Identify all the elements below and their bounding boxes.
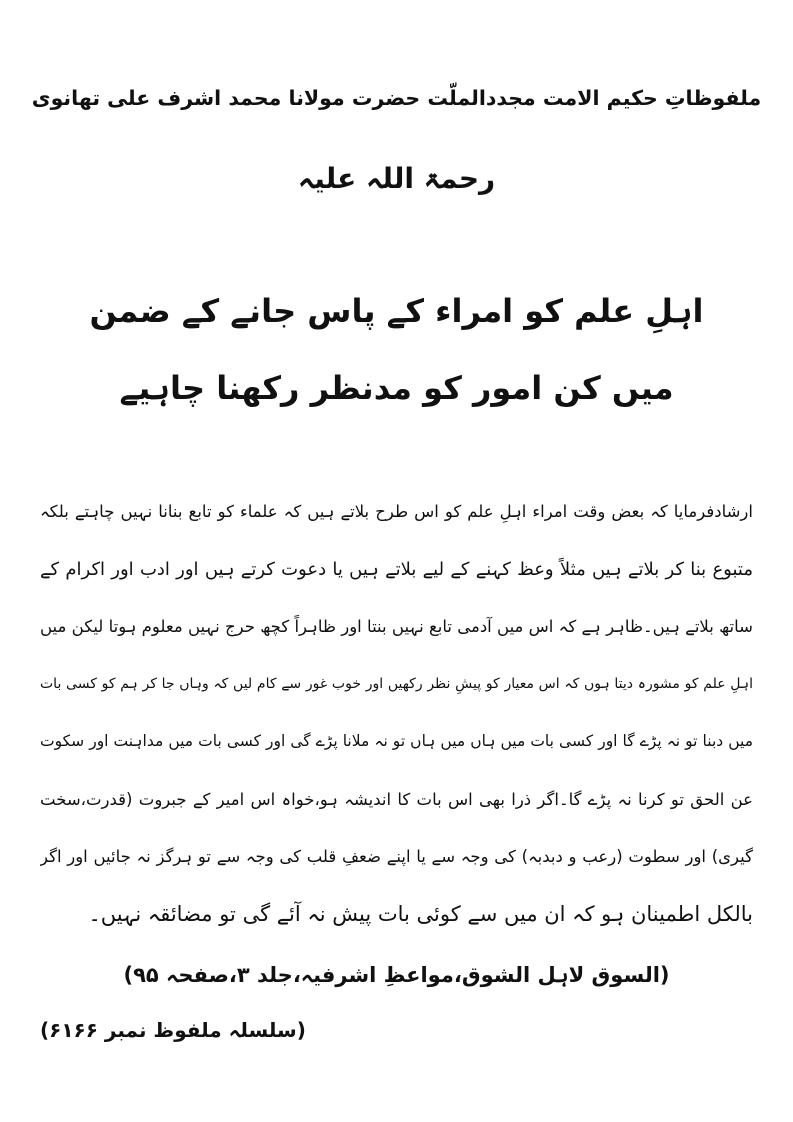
body-paragraph xyxy=(40,483,753,943)
section-heading-line-2: میں کن امور کو مدنظر رکھنا چاہیے xyxy=(119,369,674,407)
body-line: بالکل اطمینان ہو کہ ان میں سے کوئی بات پیش نہ آئے گی تو مضائقہ نہیں۔ xyxy=(88,901,753,926)
body-line: میں دبنا تو نہ پڑے گا اور کسی بات میں ہاں میں ہاں تو نہ ملانا پڑے گی اور کسی بات میں مداہنت اور سکوت xyxy=(40,732,753,750)
section-heading-line-1: اہلِ علم کو امراء کے پاس جانے کے ضمن xyxy=(89,292,704,330)
body-line: عن الحق تو کرنا نہ پڑے گا۔اگر ذرا بھی اس بات کا اندیشہ ہو،خواہ اس امیر کے جبروت (قدرت،سخت xyxy=(40,789,753,809)
body-line: گیری) اور سطوت (رعب و دبدبہ) کی وجہ سے یا اپنے ضعفِ قلب کی وجہ سے تو ہرگز نہ جائیں اور اگر xyxy=(40,847,753,866)
body-line: متبوع بنا کر بلاتے ہیں مثلاً وعظ کہنے کے لیے بلاتے ہیں یا دعوت کرتے ہیں اور ادب اور اکرام کے xyxy=(40,558,753,580)
body-line: ساتھ بلاتے ہیں۔ظاہر ہے کہ اس میں آدمی تابع نہیں بنتا اور ظاہراً کچھ حرج نہیں معلوم ہوتا لیکن میں xyxy=(40,617,753,636)
body-line: ارشادفرمایا کہ بعض وقت امراء اہلِ علم کو اس طرح بلاتے ہیں کہ علماء کو تابع بنانا نہیں چاہتے بلکہ xyxy=(40,502,753,521)
source-reference: (السوق لاہل الشوق،مواعظِ اشرفیہ،جلد ۳،صفحہ ۹۵) xyxy=(123,963,670,987)
document-title-honorific: رحمۃ اللہ علیہ xyxy=(297,162,496,195)
serial-number: (سلسلہ ملفوظ نمبر ۶۱۶۶) xyxy=(40,1018,306,1042)
body-line: اہلِ علم کو مشورہ دیتا ہوں کہ اس معیار کو پیشِ نظر رکھیں اور خوب غور سے کام لیں کہ وہاں جا کر ہم کو کسی بات xyxy=(40,675,753,692)
document-title: ملفوظاتِ حکیم الامت مجددالملّت حضرت مولانا محمد اشرف علی تھانوی xyxy=(31,86,762,110)
